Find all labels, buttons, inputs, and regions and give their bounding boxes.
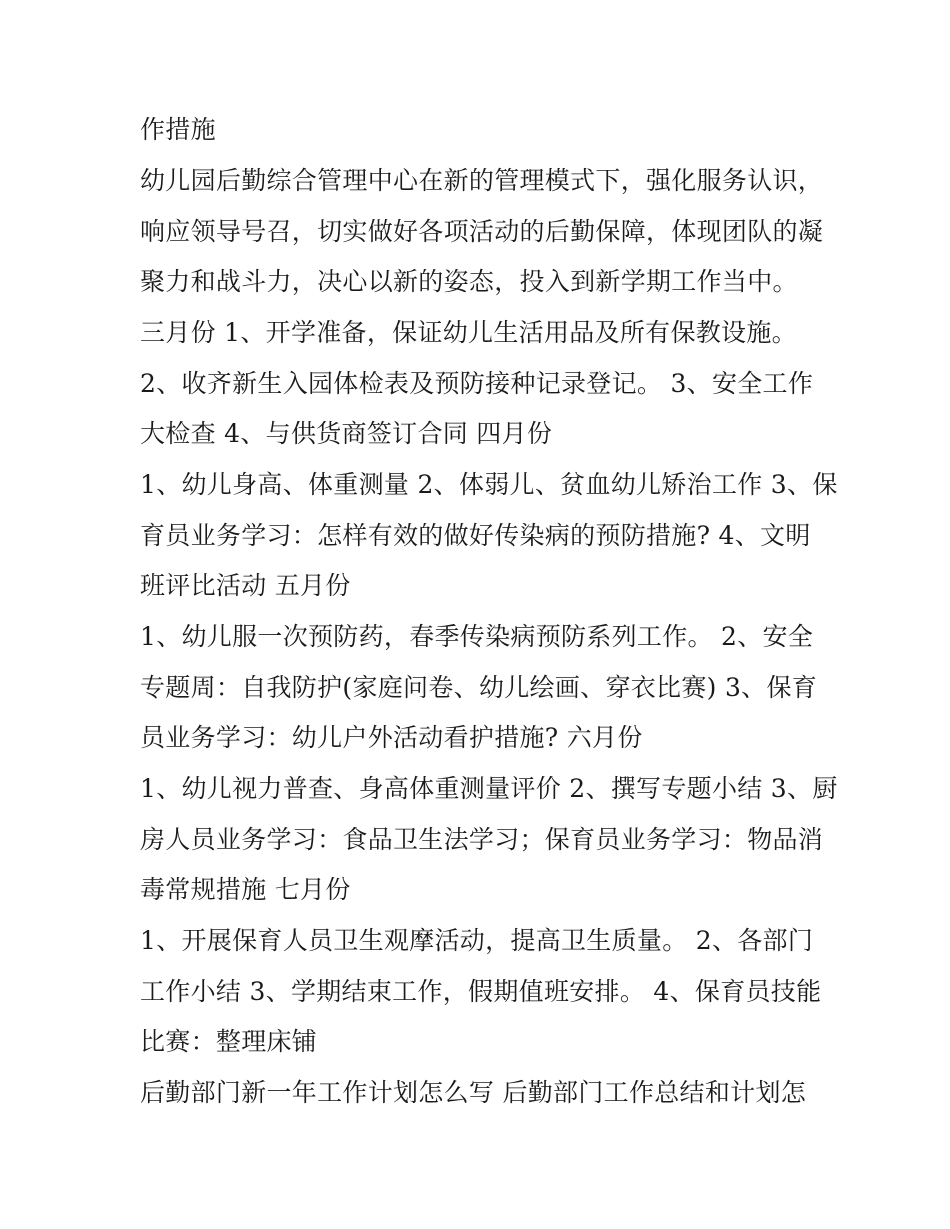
text-line: 1、开展保育人员卫生观摩活动，提高卫生质量。 2、各部门 [140,926,814,955]
text-line: 响应领导号召，切实做好各项活动的后勤保障，体现团队的凝 [140,217,824,246]
text-line: 房人员业务学习：食品卫生法学习；保育员业务学习：物品消 [140,825,824,854]
text-line: 作措施 [140,115,216,144]
text-line: 大检查 4、与供货商签订合同 四月份 [140,419,553,448]
text-line: 1、幼儿服一次预防药，春季传染病预防系列工作。 2、安全 [140,622,814,651]
text-line: 育员业务学习：怎样有效的做好传染病的预防措施? 4、文明 [140,521,811,550]
text-line: 班评比活动 五月份 [140,571,351,600]
text-line: 2、收齐新生入园体检表及预防接种记录登记。 3、安全工作 [140,369,814,398]
text-line: 毒常规措施 七月份 [140,875,351,904]
text-line: 比赛：整理床铺 [140,1027,318,1056]
text-line: 聚力和战斗力，决心以新的姿态，投入到新学期工作当中。 [140,267,798,296]
text-line: 1、幼儿身高、体重测量 2、体弱儿、贫血幼儿矫治工作 3、保 [140,470,838,499]
text-line: 1、幼儿视力普查、身高体重测量评价 2、撰写专题小结 3、厨 [140,774,838,803]
text-line: 专题周：自我防护(家庭问卷、幼儿绘画、穿衣比赛) 3、保育 [140,673,818,702]
text-line: 幼儿园后勤综合管理中心在新的管理模式下，强化服务认识， [140,166,824,195]
text-line: 工作小结 3、学期结束工作，假期值班安排。 4、保育员技能 [140,977,822,1006]
text-line: 后勤部门新一年工作计划怎么写 后勤部门工作总结和计划怎 [140,1078,807,1107]
text-line: 三月份 1、开学准备，保证幼儿生活用品及所有保教设施。 [140,318,797,347]
text-line: 员业务学习：幼儿户外活动看护措施? 六月份 [140,723,643,752]
